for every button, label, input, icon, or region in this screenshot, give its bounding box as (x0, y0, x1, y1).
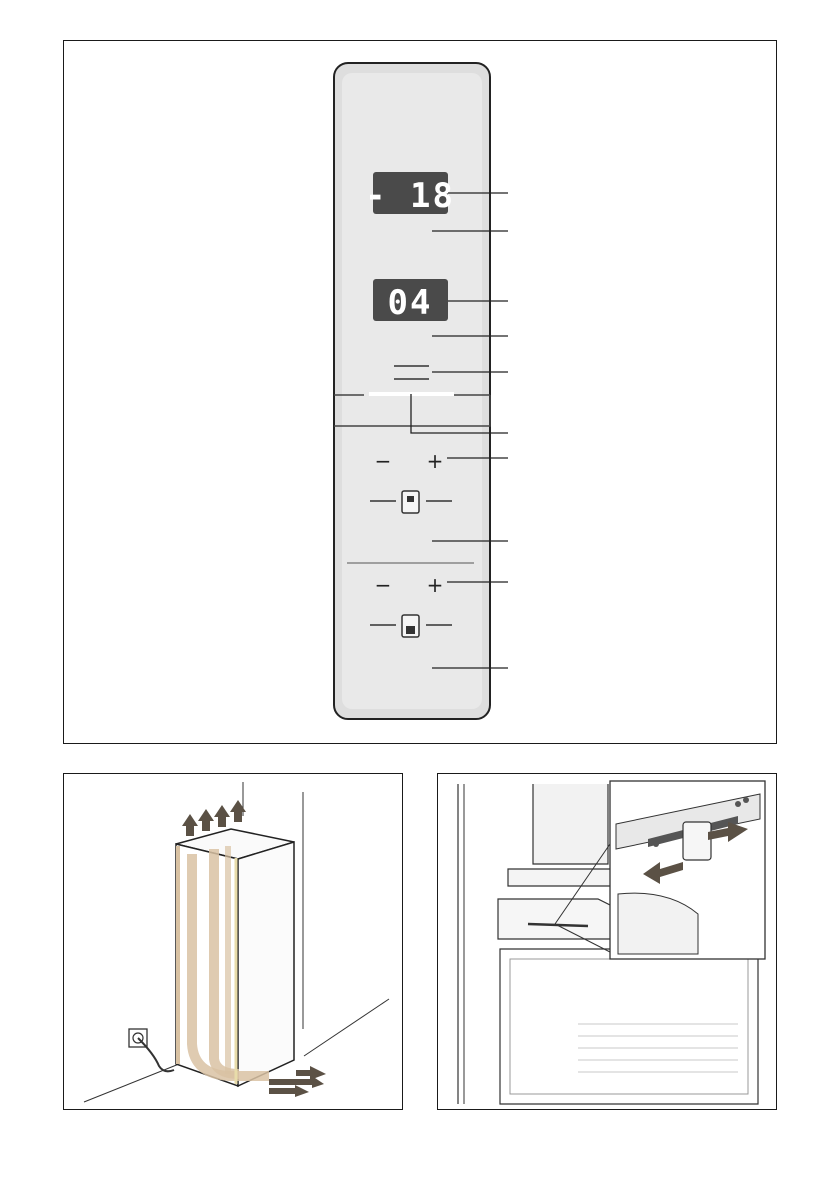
control-panel-figure (63, 40, 777, 744)
humidity-slider-knob[interactable] (683, 822, 711, 860)
control-panel-svg (64, 41, 778, 745)
fridge-minus-button[interactable]: − (374, 573, 392, 597)
ventilation-illustration (63, 773, 403, 1110)
appliance-front (238, 842, 294, 1086)
humidity-svg (438, 774, 778, 1111)
fridge-temperature-value: 04 (387, 283, 433, 323)
fridge-plus-button[interactable]: + (426, 573, 444, 597)
shelf (508, 869, 613, 886)
power-cord (138, 1038, 174, 1071)
humidity-control-illustration (437, 773, 777, 1110)
humid-drops-icon (735, 801, 741, 807)
crisper-drawer (500, 949, 758, 1104)
freezer-temperature-value: - 18 (365, 176, 455, 216)
airflow-inlet-arrows (269, 1066, 326, 1097)
control-panel-face (342, 73, 482, 709)
freezer-plus-button[interactable]: + (426, 449, 444, 473)
freezer-minus-button[interactable]: − (374, 449, 392, 473)
dry-drop-icon (653, 841, 659, 847)
ventilation-svg (64, 774, 404, 1111)
